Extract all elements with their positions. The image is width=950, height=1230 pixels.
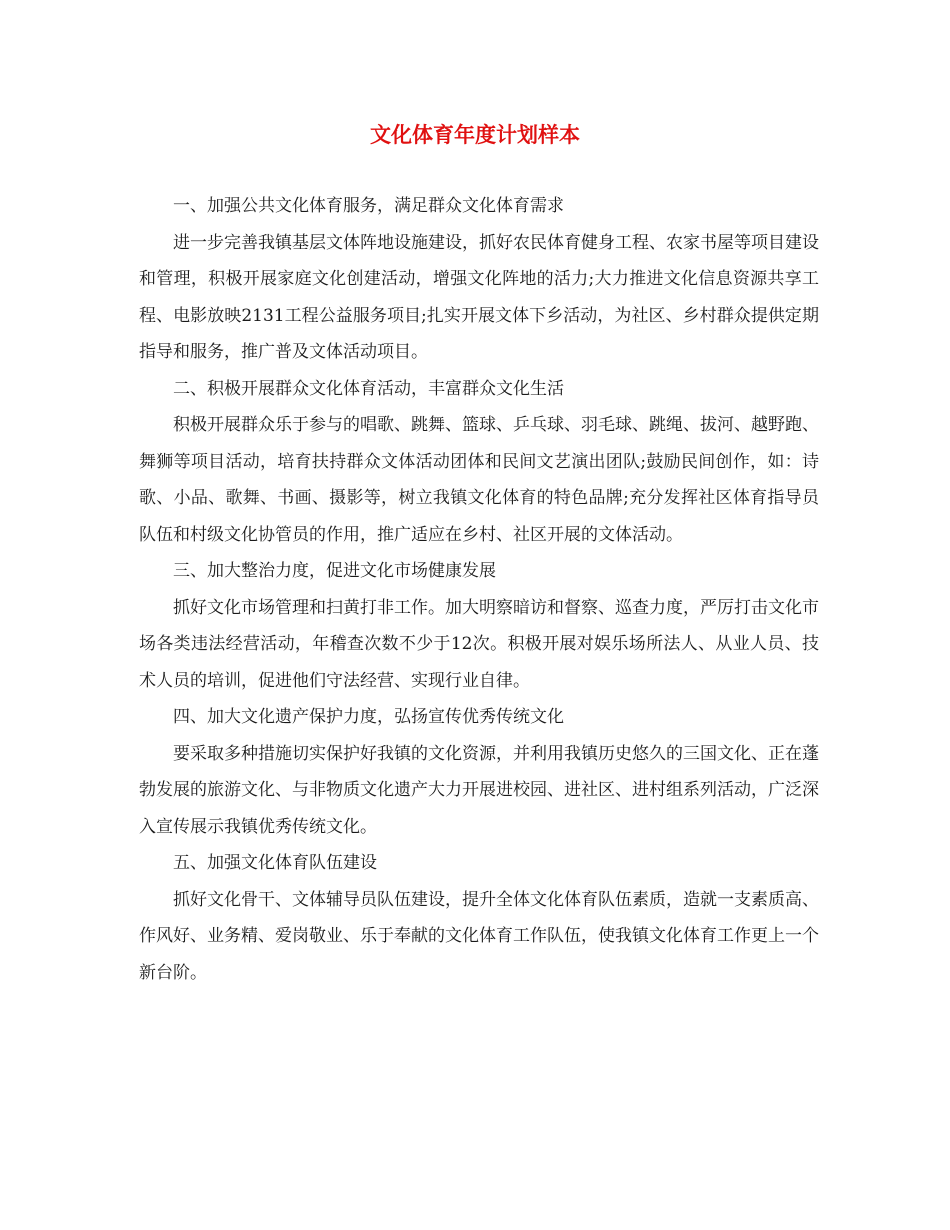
section-paragraph-3: 抓好文化市场管理和扫黄打非工作。加大明察暗访和督察、巡查力度，严厉打击文化市场各类违法经营活动，年稽查次数不少于12次。积极开展对娱乐场所法人、从业人员、技术人员的培训，促进他们守法经营、实现行业自律。 bbox=[139, 597, 819, 691]
section-heading-1: 一、加强公共文化体育服务，满足群众文化体育需求 bbox=[173, 196, 564, 216]
section-heading-5: 五、加强文化体育队伍建设 bbox=[173, 853, 377, 873]
document-title: 文化体育年度计划样本 bbox=[370, 122, 580, 147]
section-heading-2: 二、积极开展群众文化体育活动，丰富群众文化生活 bbox=[173, 378, 564, 399]
section-heading-4: 四、加大文化遗产保护力度，弘扬宣传优秀传统文化 bbox=[173, 707, 564, 727]
section-heading-3: 三、加大整治力度，促进文化市场健康发展 bbox=[173, 561, 496, 581]
section-paragraph-4: 要采取多种措施切实保护好我镇的文化资源，并利用我镇历史悠久的三国文化、正在蓬勃发展的旅游文化、与非物质文化遗产大力开展进校园、进社区、进村组系列活动，广泛深入宣传展示我镇优秀传统文化。 bbox=[139, 743, 819, 837]
section-paragraph-2: 积极开展群众乐于参与的唱歌、跳舞、篮球、乒乓球、羽毛球、跳绳、拔河、越野跑、舞狮等项目活动，培育扶持群众文体活动团体和民间文艺演出团队;鼓励民间创作，如：诗歌、小品、歌舞、书画、摄影等，树立我镇文化体育的特色品牌;充分发挥社区体育指导员队伍和村级文化协管员的作用，推广适应在乡村、社区开展的文体活动。 bbox=[139, 415, 819, 545]
section-paragraph-5: 抓好文化骨干、文体辅导员队伍建设，提升全体文化体育队伍素质，造就一支素质高、作风好、业务精、爱岗敬业、乐于奉献的文化体育工作队伍，使我镇文化体育工作更上一个新台阶。 bbox=[139, 889, 819, 983]
section-paragraph-1: 进一步完善我镇基层文体阵地设施建设，抓好农民体育健身工程、农家书屋等项目建设和管理，积极开展家庭文化创建活动，增强文化阵地的活力;大力推进文化信息资源共享工程、电影放映2131工程公益服务项目;扎实开展文体下乡活动，为社区、乡村群众提供定期指导和服务，推广普及文体活动项目。 bbox=[139, 232, 819, 362]
document-body bbox=[139, 188, 819, 991]
